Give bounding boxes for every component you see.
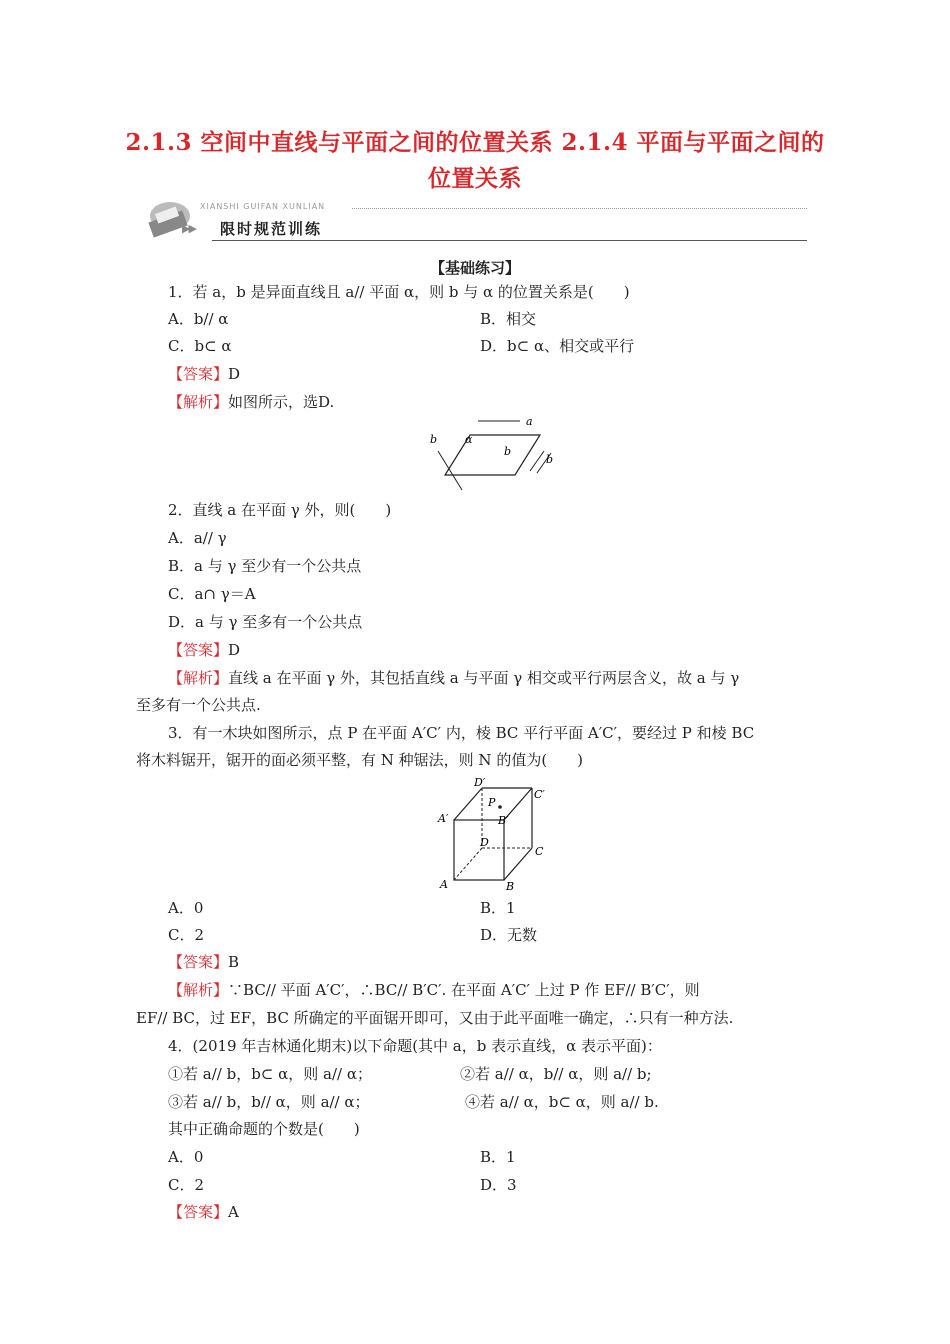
q4-answer: 【答案】A (168, 1203, 239, 1221)
banner-graphic-icon (142, 196, 202, 242)
banner-arrows-icon: ▶▶ (182, 222, 195, 235)
q2-analysis-cont: 至多有一个公共点. (136, 696, 261, 714)
q4-option-a: A．0 (168, 1148, 204, 1166)
banner-pinyin: XIANSHI GUIFAN XUNLIAN (200, 202, 326, 211)
q3-fig-label-c: C (535, 845, 544, 858)
q4-option-c: C．2 (168, 1176, 205, 1194)
q1-option-b: B．相交 (480, 310, 537, 328)
q3-fig-label-c1: C′ (534, 788, 545, 801)
q1-option-a: A．b// α (168, 310, 229, 328)
q3-option-a: A．0 (168, 899, 204, 917)
q4-proposition-1: ①若 a// b，b⊂ α，则 a// α； (168, 1065, 372, 1083)
section-banner (142, 196, 807, 244)
q1-stem: 1．若 a，b 是异面直线且 a// 平面 α，则 b 与 α 的位置关系是( ) (168, 283, 630, 301)
banner-dotted-line (352, 208, 807, 209)
q3-analysis: 【解析】∵BC// 平面 A′C′，∴BC// B′C′. 在平面 A′C′ 上过 P 作 EF// B′C′，则 (168, 981, 700, 999)
q3-fig-label-a1: A′ (438, 812, 449, 825)
q3-stem-cont: 将木料锯开，锯开的面必须平整，有 N 种锯法，则 N 的值为( ) (136, 751, 584, 769)
q2-answer: 【答案】D (168, 641, 241, 659)
q3-fig-label-a: A (440, 878, 448, 891)
q3-stem: 3．有一木块如图所示，点 P 在平面 A′C′ 内，棱 BC 平行平面 A′C′，要经过 P 和棱 BC (168, 724, 755, 742)
q4-option-b: B．1 (480, 1148, 516, 1166)
q1-analysis: 【解析】如图所示，选D. (168, 393, 335, 411)
q3-fig-label-d1: D′ (474, 776, 486, 789)
q4-ask: 其中正确命题的个数是( ) (168, 1120, 360, 1138)
q4-proposition-3: ③若 a// b，b// α，则 a// α； (168, 1093, 370, 1111)
q1-fig-label-a: a (526, 415, 533, 428)
q4-option-d: D．3 (480, 1176, 517, 1194)
page-title-line2: 位置关系 (428, 165, 522, 192)
q3-answer: 【答案】B (168, 953, 240, 971)
q3-fig-label-b1: B′ (498, 814, 509, 827)
q1-option-d: D．b⊂ α、相交或平行 (480, 337, 635, 355)
q1-fig-label-b3: b (546, 453, 554, 466)
q2-option-d: D．a 与 γ 至多有一个公共点 (168, 613, 363, 631)
q2-option-c: C．a∩ γ＝A (168, 585, 256, 603)
q2-analysis: 【解析】直线 a 在平面 γ 外，其包括直线 a 与平面 γ 相交或平行两层含义，故 a 与 γ (168, 669, 740, 687)
q4-stem: 4．(2019 年吉林通化期末)以下命题(其中 a，b 表示直线，α 表示平面)： (168, 1037, 662, 1055)
q4-proposition-4: ④若 a// α，b⊂ α，则 a// b. (465, 1093, 659, 1111)
q3-option-d: D．无数 (480, 926, 538, 944)
q3-analysis-cont: EF// BC，过 EF，BC 所确定的平面锯开即可，又由于此平面唯一确定，∴只有一种方法. (136, 1009, 734, 1027)
q2-option-b: B．a 与 γ 至少有一个公共点 (168, 557, 362, 575)
section-heading: 【基础练习】 (429, 259, 520, 277)
q3-cube-figure (430, 774, 560, 894)
q3-fig-label-p: P (488, 796, 496, 809)
q3-fig-label-b: B (506, 880, 515, 893)
q1-fig-label-alpha: α (465, 433, 473, 446)
q1-figure (420, 415, 560, 495)
q2-option-a: A．a// γ (168, 529, 227, 547)
banner-rule (212, 240, 807, 241)
q3-option-b: B．1 (480, 899, 516, 917)
banner-label: 限时规范训练 (220, 220, 323, 238)
q4-proposition-2: ②若 a// α，b// α，则 a// b; (460, 1065, 652, 1083)
q1-option-c: C．b⊂ α (168, 337, 232, 355)
page-title: 2.1.3 空间中直线与平面之间的位置关系 2.1.4 平面与平面之间的 (125, 129, 825, 156)
q2-stem: 2．直线 a 在平面 γ 外，则( ) (168, 501, 392, 519)
q3-option-c: C．2 (168, 926, 205, 944)
q3-fig-label-d: D (480, 836, 489, 849)
q1-fig-label-b1: b (430, 433, 438, 446)
q1-fig-label-b2: b (504, 445, 512, 458)
q1-answer: 【答案】D (168, 365, 241, 383)
